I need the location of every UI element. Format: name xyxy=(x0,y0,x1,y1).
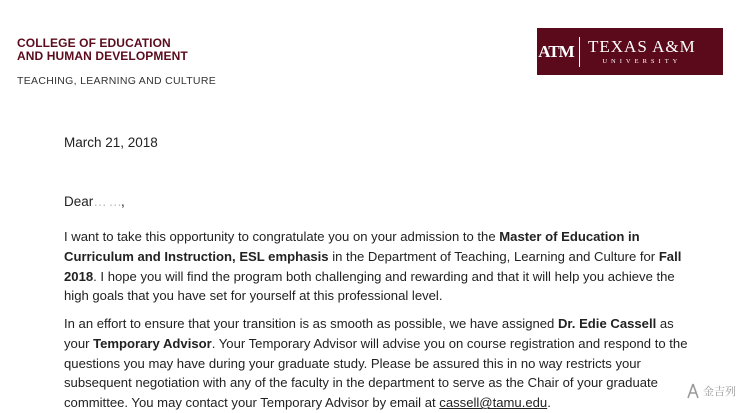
p1-text-2: in the Department of Teaching, Learning and Culture for xyxy=(328,248,659,264)
watermark xyxy=(686,383,736,399)
program-name: Master of Education in Curriculum and Instruction, ESL emphasis xyxy=(64,229,640,264)
college-name-line1: COLLEGE OF EDUCATION xyxy=(17,36,171,50)
paragraph-advisor xyxy=(64,314,694,413)
atm-logo-mark-icon: ATM xyxy=(538,41,574,61)
watermark-logo-icon xyxy=(686,383,700,399)
p2-text-4: . xyxy=(547,395,551,411)
logo-name: TEXAS A&M xyxy=(588,37,696,56)
advisor-name: Dr. Edie Cassell xyxy=(557,316,657,331)
paragraph-admission xyxy=(64,227,694,306)
salutation-start: Dear xyxy=(64,194,94,209)
p2-text-2: as your xyxy=(64,316,674,351)
obscured-recipient-name: … … xyxy=(93,194,122,209)
logo-wordmark xyxy=(588,38,696,65)
letter-date: March 21, 2018 xyxy=(64,135,158,150)
college-name-line2: AND HUMAN DEVELOPMENT xyxy=(17,49,188,63)
advisor-email-link[interactable]: cassell@tamu.edu xyxy=(439,395,548,411)
p2-text-1: In an effort to ensure that your transition is as smooth as possible, we have assigned xyxy=(64,316,558,331)
salutation xyxy=(64,194,125,209)
term-name: Fall 2018 xyxy=(64,248,682,284)
salutation-end: , xyxy=(121,194,125,209)
p1-text-3: . I hope you will find the program both challenging and rewarding and that it will help you achieve the high goals that you have set for yourself at this professional level. xyxy=(64,268,675,304)
p1-text-1: I want to take this opportunity to congratulate you on your admission to the xyxy=(64,229,500,244)
department-name: TEACHING, LEARNING AND CULTURE xyxy=(17,75,216,87)
college-header xyxy=(17,37,216,87)
watermark-text: 金吉列 xyxy=(703,386,736,398)
texas-am-logo xyxy=(537,28,723,75)
advisor-role: Temporary Advisor xyxy=(93,335,212,351)
logo-subname: UNIVERSITY xyxy=(602,58,682,65)
logo-divider xyxy=(579,37,580,67)
p2-text-3: . Your Temporary Advisor will advise you on course registration and respond to the questions you may have during your graduate study. Please be assured this in no way restricts your subsequent negotiation with any of the faculty in the department to serve as the Chair of your graduate committee. You may contact your Temporary Advisor by email at xyxy=(64,335,688,411)
